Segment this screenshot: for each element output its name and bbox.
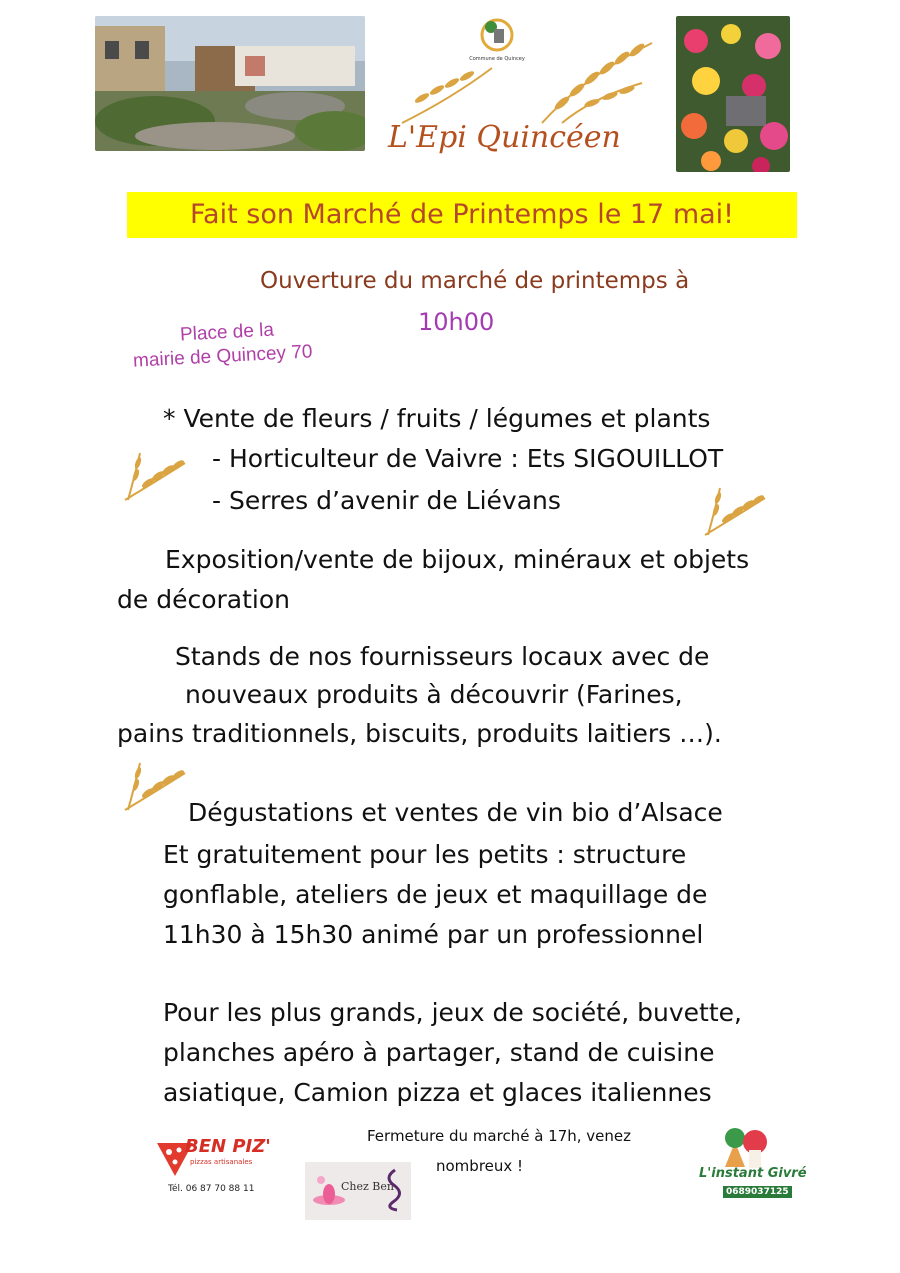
benpiz-logo xyxy=(150,1128,270,1198)
dragon-icon xyxy=(381,1168,407,1212)
sales-item-1: - Horticulteur de Vaivre : Ets SIGOUILLOT xyxy=(212,444,724,473)
degustation-line-2: Et gratuitement pour les petits : structure xyxy=(163,840,687,869)
place-line-2: mairie de Quincey 70 xyxy=(132,341,313,372)
chezben-name: Chez Ben xyxy=(341,1180,394,1193)
wheat-icon xyxy=(700,480,770,540)
garden-photo xyxy=(95,16,365,151)
instant-givre-logo xyxy=(695,1122,807,1204)
stands-line-2: nouveaux produits à découvrir (Farines, xyxy=(185,680,683,709)
exposition-line-1: Exposition/vente de bijoux, minéraux et objets xyxy=(165,545,750,574)
closing-line-1: Fermeture du marché à 17h, venez xyxy=(367,1127,631,1145)
instant-givre-phone: 0689037125 xyxy=(723,1186,792,1198)
flowers-photo xyxy=(676,16,790,172)
logo-title: L'Epi Quincéen xyxy=(388,120,621,155)
commune-label: Commune de Quincey xyxy=(469,56,525,62)
opening-line: Ouverture du marché de printemps à xyxy=(260,268,690,294)
closing-line-2: nombreux ! xyxy=(436,1157,524,1175)
wheat-icon xyxy=(120,445,190,505)
degustation-line-3: gonflable, ateliers de jeux et maquillage de xyxy=(163,880,708,909)
sales-item-2: - Serres d’avenir de Liévans xyxy=(212,486,561,515)
wheat-icon xyxy=(120,755,190,815)
wheat-decoration-icon xyxy=(392,28,662,128)
degustation-line-4: 11h30 à 15h30 animé par un professionnel xyxy=(163,920,704,949)
stands-line-1: Stands de nos fournisseurs locaux avec de xyxy=(175,642,710,671)
benpiz-name: BEN PIZ' xyxy=(185,1136,271,1157)
benpiz-phone: Tél. 06 87 70 88 11 xyxy=(168,1184,255,1194)
exposition-line-2: de décoration xyxy=(117,585,290,614)
sales-main: * Vente de fleurs / fruits / légumes et plants xyxy=(163,404,711,433)
grands-line-1: Pour les plus grands, jeux de société, buvette, xyxy=(163,998,742,1027)
grands-line-2: planches apéro à partager, stand de cuisine xyxy=(163,1038,715,1067)
instant-givre-name: L'instant Givré xyxy=(699,1166,807,1181)
grands-line-3: asiatique, Camion pizza et glaces italiennes xyxy=(163,1078,712,1107)
benpiz-sub: pizzas artisanales xyxy=(190,1158,253,1166)
banner-title: Fait son Marché de Printemps le 17 mai! xyxy=(127,192,797,238)
opening-time: 10h00 xyxy=(418,308,495,336)
ice-cream-icon xyxy=(715,1122,775,1172)
place-line-1: Place de la xyxy=(179,319,275,346)
chezben-logo xyxy=(305,1162,411,1220)
degustation-line-1: Dégustations et ventes de vin bio d’Alsace xyxy=(188,798,723,827)
stands-line-3: pains traditionnels, biscuits, produits laitiers …). xyxy=(117,719,722,748)
